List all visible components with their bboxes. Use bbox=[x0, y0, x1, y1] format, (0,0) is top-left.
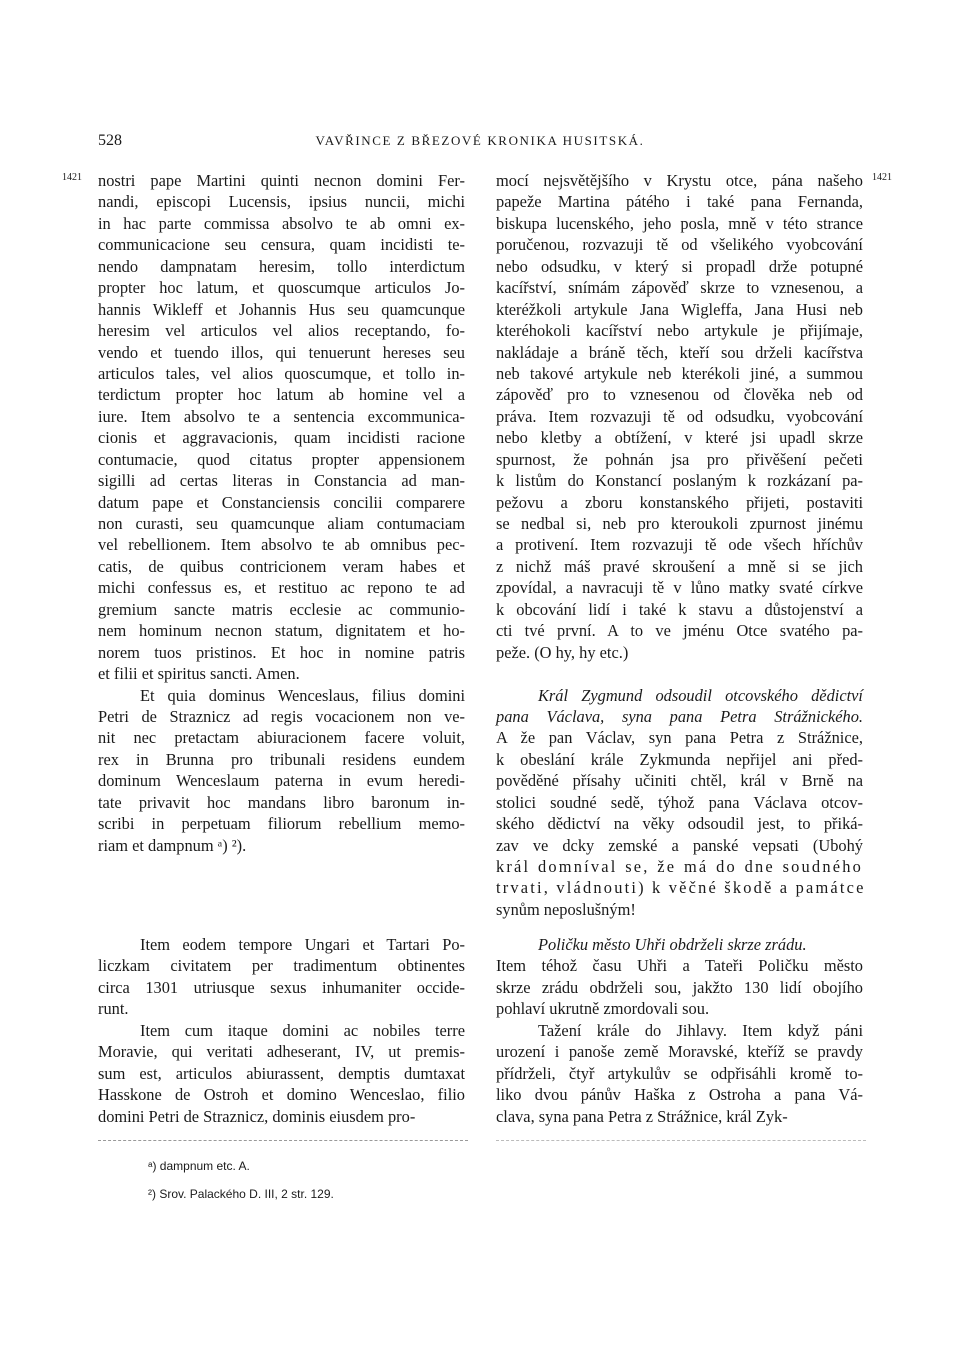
text-line: riam et dampnum ᵃ) ²). bbox=[98, 835, 247, 855]
text-line: Item téhož času Uhři a Tateři Poličku město bbox=[496, 956, 863, 976]
text-line: k listům do Konstancí poslaným k rozkázaní pa- bbox=[496, 471, 863, 491]
text-line: Petri de Straznicz ad regis vocacionem non ve- bbox=[98, 706, 465, 726]
text-line: liko dvou pánův Haška z Ostroha a pana Vá- bbox=[496, 1085, 863, 1105]
text-line: k obcování lidí i také k stavu a důstojenství a bbox=[496, 599, 863, 619]
text-line: zpovídal, a navracuji tě v lůno matky svaté církve bbox=[496, 578, 863, 598]
margin-year-left: 1421 bbox=[62, 172, 82, 183]
text-line: clava, syna pana Petra z Strážnice, král Zyk- bbox=[496, 1106, 788, 1126]
text-line: hannis Wikleff et Johannis Hus seu quamcunque bbox=[98, 299, 465, 319]
text-line: Moravie, qui veritati adheserant, IV, ut premis- bbox=[98, 1042, 465, 1062]
text-line: rex in Brunna pro tribunali residens eundem bbox=[98, 749, 465, 769]
latin-column-upper bbox=[98, 170, 465, 856]
page-number: 528 bbox=[98, 132, 122, 149]
text-line: mocí nejsvětějšího v Krystu otce, pána našeho bbox=[496, 171, 863, 190]
text-line: cionis et aggravacionis, quam incidisti racione bbox=[98, 428, 465, 448]
czech-column-upper bbox=[496, 170, 866, 920]
footnote-rule-left bbox=[98, 1140, 468, 1141]
text-line: norem tuos pristinos. Et hoc in nomine patris bbox=[98, 642, 465, 662]
text-line: pana Václava, syna pana Petra Strážnického. bbox=[496, 706, 863, 726]
footnote-a: ᵃ) dampnum etc. A. bbox=[148, 1159, 250, 1173]
footnote-2: ²) Srov. Palackého D. III, 2 str. 129. bbox=[148, 1187, 334, 1201]
text-line: k obeslání krále Zykmunda nepřijel ani před- bbox=[496, 749, 863, 769]
text-line: Item eodem tempore Ungari et Tartari Po- bbox=[140, 935, 465, 954]
text-line: papeže Martina pátého i také pana Fernanda, bbox=[496, 192, 863, 212]
text-line: propter hoc latum, et quoscumque articulos Jo- bbox=[98, 278, 465, 298]
text-line: vel rebellionem. Item absolvo te ab omnibus pec- bbox=[98, 535, 465, 555]
text-line: nebo kletby a obtížení, v které jsi upadl skrze bbox=[496, 428, 863, 448]
text-line: catis, de quibus contricionem veram habes et bbox=[98, 556, 465, 576]
text-line: Tažení krále do Jihlavy. Item když páni bbox=[538, 1020, 863, 1040]
text-line: heresim vel articulos vel alios receptando, fo- bbox=[98, 321, 465, 341]
text-line: non curasti, seu quamcunque aliam contumaciam bbox=[98, 514, 465, 533]
text-line: stolici soudné sedě, týhož pana Václava otcov- bbox=[496, 792, 863, 812]
text-line: dominum Wenceslaum paterna in evum heredi- bbox=[98, 771, 465, 791]
text-line: peže. (O hy, hy etc.) bbox=[496, 642, 629, 662]
text-line: runt. bbox=[98, 999, 129, 1019]
text-line: synům neposlušným! bbox=[496, 899, 636, 919]
text-line: iure. Item absolvo te a sentencia excommunica- bbox=[98, 406, 465, 426]
text-line: tate privavit hoc mandans libro baronum in- bbox=[98, 792, 465, 812]
text-line: kacířství, snímám zápověď skrze to vznesenou, a bbox=[496, 278, 863, 298]
text-line: liczkam civitatem per tradimentum obtinentes bbox=[98, 956, 465, 976]
text-line: kteréžkoli artykule Jana Wigleffa, Jana Husi neb bbox=[496, 299, 863, 319]
text-line: sum est, articulos abiurassent, demptis dumtaxat bbox=[98, 1063, 465, 1083]
text-line: in hac parte commissa absolvo te ab omni ex- bbox=[98, 213, 465, 233]
text-line: et filii et spiritus sancti. Amen. bbox=[98, 664, 300, 684]
text-line: král domníval se, že má do dne soudného bbox=[496, 857, 863, 876]
text-line: A že pan Václav, syn pana Petra z Strážnice, bbox=[496, 728, 863, 748]
text-line: Poličku město Uhři obdrželi skrze zrádu. bbox=[538, 935, 807, 954]
text-line: domini Petri de Straznicz, dominis eiusdem pro- bbox=[98, 1106, 416, 1126]
text-line bbox=[496, 663, 863, 684]
text-line: articulos tales, vel alios quoscumque, et tollo in- bbox=[98, 363, 465, 383]
text-line: z nichž máš pravé skroušení a mně si se jich bbox=[496, 556, 863, 576]
text-line: poručenou, rozvazuji tě od všelikého vyobcování bbox=[496, 235, 863, 255]
text-line: přídrželi, čtyř artykulův se odpřisáhli kromě to- bbox=[496, 1063, 863, 1083]
text-line: Et quia dominus Wenceslaus, filius domini bbox=[140, 685, 465, 705]
text-line: datum pape et Constanciensis concilii comparere bbox=[98, 492, 465, 512]
text-line: urození i panoše země Moravské, kteříž se pravdy bbox=[496, 1042, 863, 1062]
text-line: gremium sancte matris ecclesie ac communio- bbox=[98, 599, 465, 619]
footnote-rule-right bbox=[496, 1140, 866, 1141]
text-line: circa 1301 utriusque sexus inhumaniter occide- bbox=[98, 977, 465, 997]
text-line: biskupa lucenského, jeho posla, mně v této strance bbox=[496, 213, 863, 233]
text-line: contumacie, quod citatus propter appensionem bbox=[98, 449, 465, 469]
margin-year-right: 1421 bbox=[872, 172, 892, 183]
text-line: michi confessus es, et restituo ac repono te ad bbox=[98, 578, 465, 598]
text-line: nakládaje a bráně těch, kteří sou drželi kacířstva bbox=[496, 342, 863, 362]
text-line: skrze zrádu obdrželi sou, jakžto 130 lidí obojího bbox=[496, 977, 863, 997]
text-line: trvati, vládnouti) k věčné škodě a památce bbox=[496, 878, 866, 898]
text-line: cti tvé první. A to ve jménu Otce svatého pa- bbox=[496, 621, 863, 641]
text-line: ského dědictví na věky odsoudil jest, to přiká- bbox=[496, 814, 863, 834]
text-line: vendo et tuendo illos, qui tenuerunt hereses seu bbox=[98, 342, 465, 362]
text-line: sigilli ad certas literas in Constancia ad man- bbox=[98, 471, 465, 491]
text-line: communicacione seu censura, quam incidisti te- bbox=[98, 235, 465, 255]
text-line: nendo dampnatam heresim, tollo interdictum bbox=[98, 256, 465, 276]
text-line: se nedbal si, neb pro kteroukoli zpurnost jinému bbox=[496, 514, 863, 533]
text-line: nostri pape Martini quinti necnon domini Fer- bbox=[98, 171, 465, 190]
text-line: neb takové artykule neb kterékoli jiné, a summou bbox=[496, 363, 863, 383]
text-line: zav ve dcky zemské a panské vepsati (Ubohý bbox=[496, 835, 863, 855]
text-line: pežovu a zboru konstanského přijeti, postaviti bbox=[496, 492, 863, 512]
latin-column-lower bbox=[98, 934, 465, 1127]
text-line: scribi in perpetuam filiorum rebellium memo- bbox=[98, 814, 465, 834]
text-line: Král Zygmund odsoudil otcovského dědictví bbox=[538, 685, 863, 705]
text-line: Hasskone de Ostroh et domino Wenceslao, filio bbox=[98, 1085, 465, 1105]
text-line: nebo odsudku, v který si propadl drže potupné bbox=[496, 256, 863, 276]
text-line: pohlaví ukrutně zmordovali sou. bbox=[496, 999, 710, 1019]
text-line: Item cum itaque domini ac nobiles terre bbox=[140, 1020, 465, 1040]
text-line: práva. Item rozvazuji tě od odsudku, vyobcování bbox=[496, 406, 863, 426]
czech-column-lower bbox=[496, 934, 863, 1127]
text-line: pověděné přísahy učiniti chtěl, král v Brně na bbox=[496, 771, 863, 791]
running-title: VAVŘINCE Z BŘEZOVÉ KRONIKA HUSITSKÁ. bbox=[315, 133, 645, 148]
text-line: zápověď pro to vznesenou od člověka neb od bbox=[496, 385, 863, 405]
text-line: terdictum propter hoc latum ab homine vel a bbox=[98, 385, 465, 405]
text-line: kteréhokoli kacířství nebo artykule je přijímaje, bbox=[496, 321, 863, 341]
text-line: nandi, episcopi Lucensis, ipsius nuncii, michi bbox=[98, 192, 465, 212]
text-line: nem hominum necnon statum, dignitatem et ho- bbox=[98, 621, 465, 641]
text-line: nit nec pretactam abiuracionem facere voluit, bbox=[98, 728, 465, 748]
text-line: spurnost, že pohnán jsa pro přivěšení pečeti bbox=[496, 449, 863, 469]
footnotes bbox=[148, 1152, 334, 1208]
text-line: a protivení. Item rozvazuji tě ode všech hříchův bbox=[496, 535, 863, 555]
